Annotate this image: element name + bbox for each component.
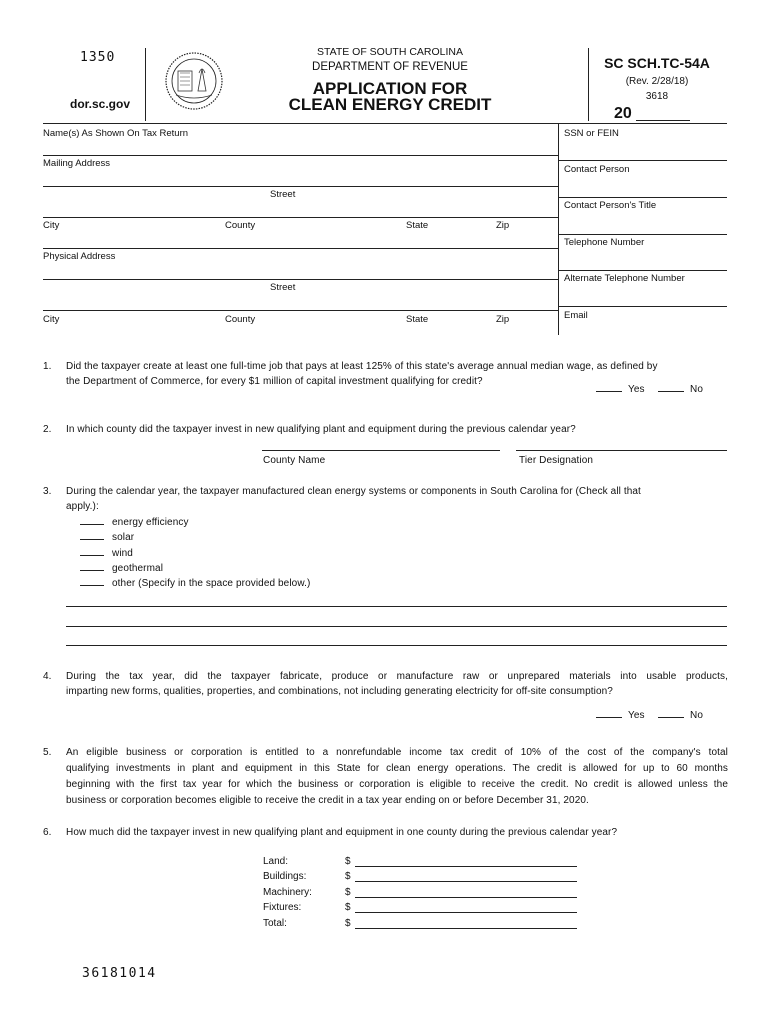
tier-designation-input[interactable] bbox=[518, 436, 724, 450]
tax-year-line bbox=[636, 120, 690, 121]
grid-divider bbox=[558, 123, 559, 335]
form-title-line2: CLEAN ENERGY CREDIT bbox=[288, 95, 492, 114]
q1-text-line1: Did the taxpayer create at least one full-time job that pays at least 125% of this state's average annual median wage, as defined by bbox=[66, 361, 658, 372]
header-divider-right bbox=[588, 48, 589, 121]
physical-county-label: County bbox=[225, 314, 256, 325]
names-label: Name(s) As Shown On Tax Return bbox=[43, 128, 189, 139]
alt-telephone-input[interactable] bbox=[564, 287, 724, 301]
state-name: STATE OF SOUTH CAROLINA bbox=[316, 46, 464, 58]
ssn-label: SSN or FEIN bbox=[564, 128, 619, 139]
physical-zip-label: Zip bbox=[496, 314, 510, 325]
mailing-address-input[interactable] bbox=[45, 170, 553, 184]
contact-person-input[interactable] bbox=[564, 178, 724, 192]
mailing-county-label: County bbox=[225, 220, 256, 231]
machinery-dollar-sign: $ bbox=[345, 887, 351, 898]
q4-text-line1: During the tax year, did the taxpayer fabricate, produce or manufacture raw or unprepared materials into usable products, bbox=[66, 671, 728, 682]
land-dollar-sign: $ bbox=[345, 856, 351, 867]
telephone-label: Telephone Number bbox=[564, 237, 645, 248]
q1-yes-label: Yes bbox=[628, 384, 645, 395]
email-label: Email bbox=[564, 310, 588, 321]
q1-text-line2: the Department of Commerce, for every $1 million of capital investment qualifying for credit? bbox=[66, 376, 483, 387]
q6-number: 6. bbox=[43, 827, 52, 838]
q1-number: 1. bbox=[43, 361, 52, 372]
q2-text: In which county did the taxpayer invest in new qualifying plant and equipment during the previous calendar year? bbox=[66, 424, 576, 435]
alt-telephone-label: Alternate Telephone Number bbox=[564, 273, 685, 284]
q3-other-input-3[interactable] bbox=[67, 631, 725, 645]
q4-no-label: No bbox=[690, 710, 703, 721]
mailing-zip-label: Zip bbox=[496, 220, 510, 231]
mailing-city-input[interactable] bbox=[45, 232, 553, 246]
q1-no-label: No bbox=[690, 384, 703, 395]
physical-address-input[interactable] bbox=[45, 263, 553, 277]
contact-title-input[interactable] bbox=[564, 214, 724, 228]
form-id: SC SCH.TC-54A bbox=[604, 55, 710, 71]
q3-option-other[interactable]: other (Specify in the space provided below.) bbox=[80, 576, 310, 591]
tax-year-input[interactable] bbox=[637, 107, 689, 120]
q5-number: 5. bbox=[43, 747, 52, 758]
q4-yes-option[interactable] bbox=[596, 708, 645, 723]
buildings-amount-input[interactable] bbox=[357, 869, 575, 881]
land-amount-input[interactable] bbox=[357, 854, 575, 866]
q5-text-line1: An eligible business or corporation is entitled to a nonrefundable income tax credit of 10% of the cost of the company's total bbox=[66, 747, 728, 758]
email-input[interactable] bbox=[564, 322, 724, 334]
tax-year-prefix: 20 bbox=[614, 105, 632, 122]
q3-text-line1: During the calendar year, the taxpayer manufactured clean energy systems or components in South Carolina for (Check all that bbox=[66, 486, 641, 497]
revision-date: (Rev. 2/28/18) bbox=[625, 76, 689, 87]
machinery-amount-input[interactable] bbox=[357, 885, 575, 897]
mailing-street-label: Street bbox=[270, 189, 296, 200]
grid-top-line bbox=[43, 123, 727, 124]
buildings-dollar-sign: $ bbox=[345, 871, 351, 882]
barcode-number: 36181014 bbox=[82, 966, 157, 981]
physical-city-label: City bbox=[43, 314, 60, 325]
county-name-label: County Name bbox=[263, 455, 326, 466]
total-dollar-sign: $ bbox=[345, 918, 351, 929]
q3-other-input-2[interactable] bbox=[67, 612, 725, 626]
q1-yes-option[interactable] bbox=[596, 382, 645, 397]
q3-option-solar[interactable]: solar bbox=[80, 530, 134, 545]
mailing-address-label: Mailing Address bbox=[43, 158, 111, 169]
contact-person-label: Contact Person bbox=[564, 164, 630, 175]
q3-option-geothermal[interactable]: geothermal bbox=[80, 561, 163, 576]
form-code: 1350 bbox=[80, 50, 116, 65]
form-number: 3618 bbox=[645, 91, 669, 102]
q4-number: 4. bbox=[43, 671, 52, 682]
names-input[interactable] bbox=[45, 140, 553, 154]
contact-title-label: Contact Person's Title bbox=[564, 200, 657, 211]
q3-option-energy-efficiency[interactable]: energy efficiency bbox=[80, 515, 189, 530]
q1-no-option[interactable] bbox=[658, 382, 703, 397]
telephone-input[interactable] bbox=[564, 251, 724, 265]
physical-street-label: Street bbox=[270, 282, 296, 293]
q4-yes-label: Yes bbox=[628, 710, 645, 721]
physical-street-input[interactable] bbox=[45, 295, 553, 309]
department-name: DEPARTMENT OF REVENUE bbox=[312, 61, 468, 73]
q4-no-option[interactable] bbox=[658, 708, 703, 723]
land-label: Land: bbox=[263, 856, 289, 867]
q5-text-line3: beginning with the first tax year for which the business or corporation is eligible to receive the credit. No credit is allowed unless the bbox=[66, 779, 728, 790]
total-label: Total: bbox=[263, 918, 287, 929]
physical-state-label: State bbox=[406, 314, 429, 325]
county-name-input[interactable] bbox=[264, 436, 498, 450]
q3-number: 3. bbox=[43, 486, 52, 497]
q5-text-line2: qualifying investments in plant and equipment in this State for clean energy operations. The credit is allowed for up to 60 months bbox=[66, 763, 728, 774]
q2-number: 2. bbox=[43, 424, 52, 435]
q5-text-line4: business or corporation becomes eligible to receive the credit in a tax year ending on or before December 31, 2020. bbox=[66, 795, 589, 806]
mailing-state-label: State bbox=[406, 220, 429, 231]
physical-address-label: Physical Address bbox=[43, 251, 116, 262]
q3-other-input-1[interactable] bbox=[67, 592, 725, 606]
machinery-label: Machinery: bbox=[263, 887, 312, 898]
ssn-input[interactable] bbox=[564, 142, 724, 156]
website: dor.sc.gov bbox=[70, 97, 131, 111]
fixtures-label: Fixtures: bbox=[263, 902, 302, 913]
q3-option-wind[interactable]: wind bbox=[80, 546, 133, 561]
mailing-city-label: City bbox=[43, 220, 60, 231]
state-seal-icon bbox=[164, 51, 224, 111]
total-amount-input[interactable] bbox=[357, 916, 575, 928]
header-divider-left bbox=[145, 48, 146, 121]
fixtures-amount-input[interactable] bbox=[357, 900, 575, 912]
fixtures-dollar-sign: $ bbox=[345, 902, 351, 913]
q4-text-line2: imparting new forms, qualities, properties, and combinations, not including generating electricity for off-site consumption? bbox=[66, 686, 613, 697]
q6-text: How much did the taxpayer invest in new qualifying plant and equipment in one county during the previous calendar year? bbox=[66, 827, 618, 838]
physical-city-input[interactable] bbox=[45, 326, 553, 338]
form-title-line1: APPLICATION FOR bbox=[312, 79, 468, 98]
tier-designation-label: Tier Designation bbox=[519, 455, 594, 466]
buildings-label: Buildings: bbox=[263, 871, 307, 882]
mailing-street-input[interactable] bbox=[45, 201, 553, 215]
q3-text-line2: apply.): bbox=[66, 501, 99, 512]
